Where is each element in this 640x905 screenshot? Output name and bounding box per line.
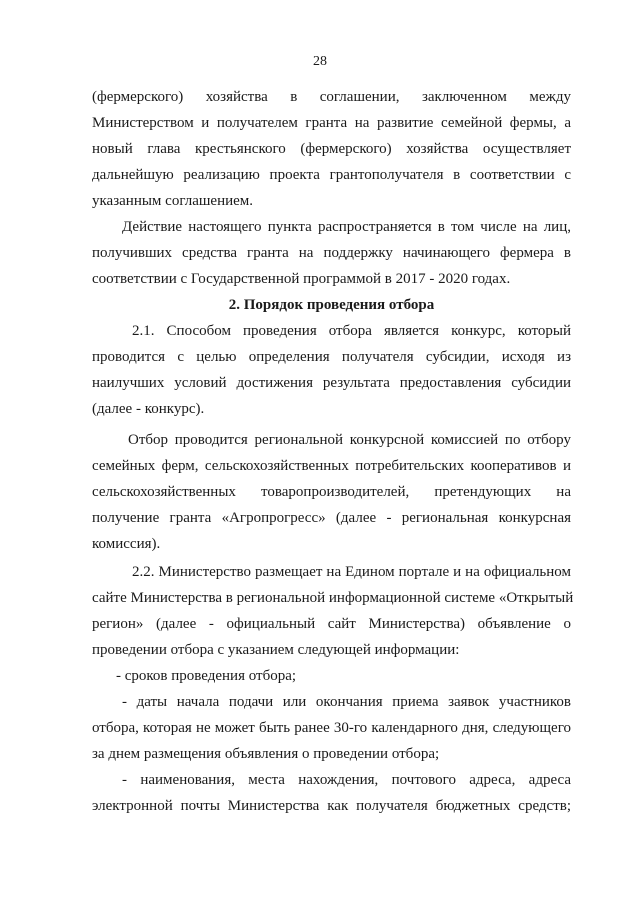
text-line: Министерством и получателем гранта на развитие семейной фермы, а [92,115,571,131]
list-item: - сроков проведения отбора; [116,668,297,684]
text-line: Действие настоящего пункта распространяется в том числе на лиц, [122,219,571,235]
text-line: 2.1. Способом проведения отбора является конкурс, который [132,323,571,339]
page-number: 28 [313,54,327,69]
text-line: регион» (далее - официальный сайт Министерства) объявление о [92,616,571,632]
text-line: наилучших условий достижения результата предоставления субсидии [92,375,571,391]
text-line: дальнейшую реализацию проекта грантополучателя в соответствии с [92,167,571,183]
list-item: - даты начала подачи или окончания приема заявок участников [122,694,571,710]
text-line: (фермерского) хозяйства в соглашении, заключенном между [92,89,571,105]
text-line: сельскохозяйственных товаропроизводителей, претендующих на [92,484,571,500]
text-line: получение гранта «Агропрогресс» (далее - региональная конкурсная [92,510,571,526]
text-line: за днем размещения объявления о проведении отбора; [92,746,440,762]
list-item: - наименования, места нахождения, почтового адреса, адреса [122,772,571,788]
text-line: соответствии с Государственной программой в 2017 - 2020 годах. [92,271,511,287]
text-line: электронной почты Министерства как получателя бюджетных средств; [92,798,571,814]
text-line: Отбор проводится региональной конкурсной комиссией по отбору [128,432,571,448]
text-line: сайте Министерства в региональной информационной системе «Открытый [92,590,574,606]
text-line: комиссия). [92,536,161,552]
text-line: отбора, которая не может быть ранее 30-го календарного дня, следующего [92,720,571,736]
text-line: проведении отбора с указанием следующей информации: [92,642,460,658]
text-line: указанным соглашением. [92,193,254,209]
text-line: семейных ферм, сельскохозяйственных потребительских кооперативов и [92,458,571,474]
text-line: 2.2. Министерство размещает на Едином портале и на официальном [132,564,571,580]
text-line: новый глава крестьянского (фермерского) хозяйства осуществляет [92,141,571,157]
section-heading: 2. Порядок проведения отбора [228,297,435,313]
text-line: (далее - конкурс). [92,401,205,417]
text-line: проводится с целью определения получателя субсидии, исходя из [92,349,571,365]
text-line: получивших средства гранта на поддержку начинающего фермера в [92,245,571,261]
